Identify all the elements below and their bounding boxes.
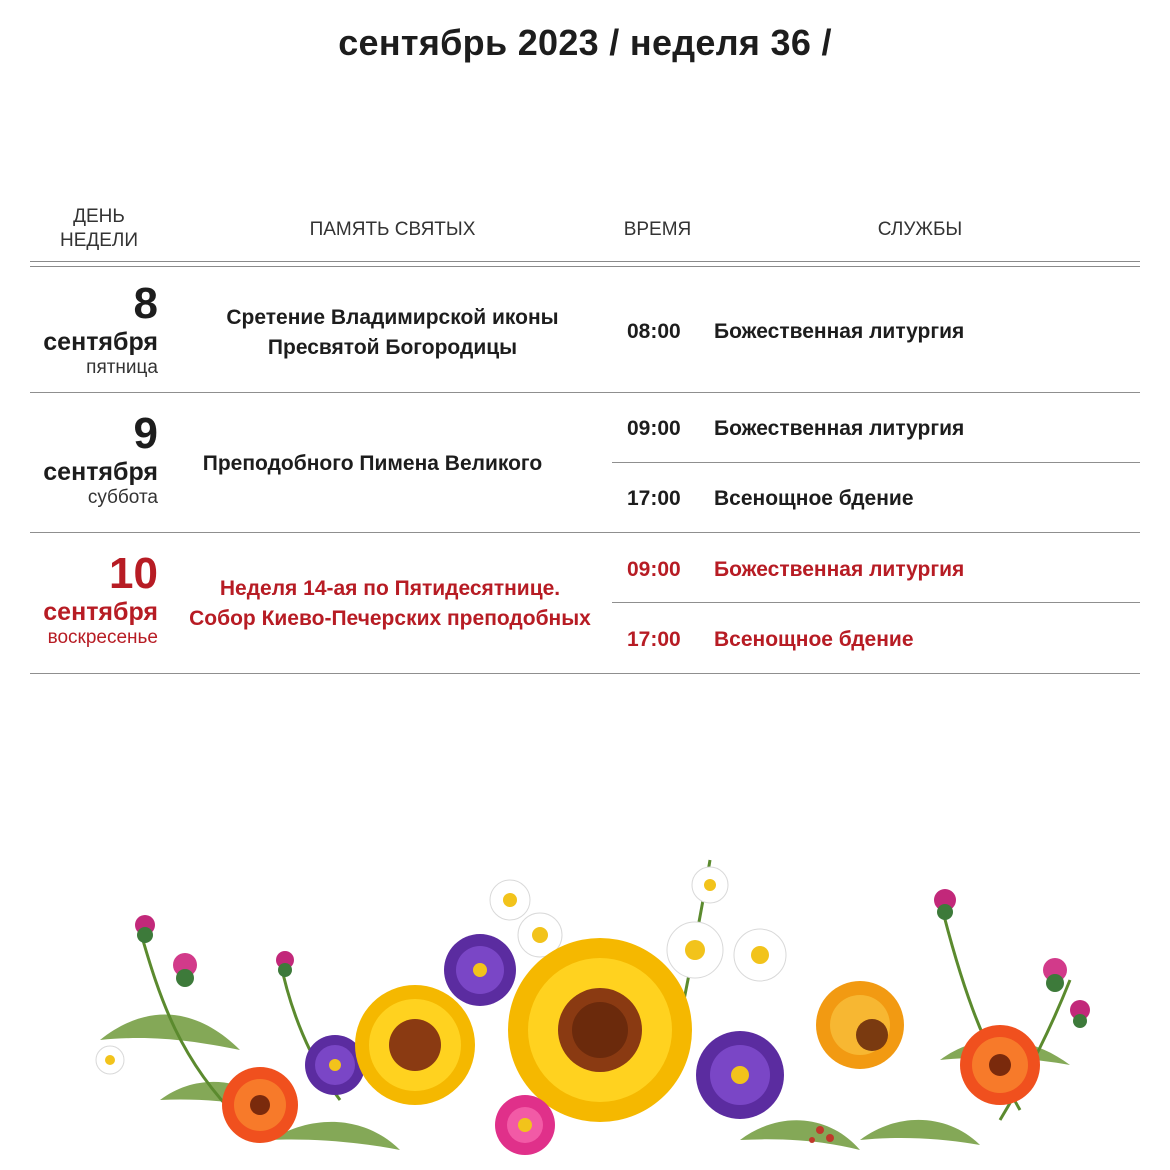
header-time: ВРЕМЯ: [623, 219, 692, 240]
service-time: 09:00: [627, 558, 681, 581]
service-time: 17:00: [627, 628, 681, 651]
service-divider: [612, 462, 1140, 463]
table-row-date: [20, 551, 158, 649]
service-time: 09:00: [627, 417, 681, 440]
page-title: сентябрь 2023 / неделя 36 /: [338, 22, 832, 63]
day-number: 8: [133, 279, 158, 328]
table-row-date: [20, 281, 158, 379]
header-day-line1: ДЕНЬ: [73, 206, 125, 227]
day-month: сентября: [43, 598, 158, 626]
day-month: сентября: [43, 328, 158, 356]
saint-commemoration: [170, 303, 615, 363]
saint-line: Пресвятой Богородицы: [267, 336, 518, 359]
service-name: Божественная литургия: [714, 558, 965, 581]
day-weekday: пятница: [86, 357, 158, 378]
service-time: 08:00: [627, 320, 681, 343]
service-entry: [627, 485, 1137, 513]
day-number: 9: [133, 409, 158, 458]
row-divider: [30, 392, 1140, 393]
floral-border-illustration: [40, 840, 1130, 1170]
service-entry: [627, 318, 1137, 346]
day-weekday: воскресенье: [47, 627, 158, 648]
saint-commemoration: [160, 574, 620, 634]
saint-line: Сретение Владимирской иконы: [226, 306, 559, 329]
day-weekday: суббота: [87, 487, 158, 508]
header-divider: [30, 261, 1140, 267]
service-name: Божественная литургия: [714, 417, 965, 440]
row-divider: [30, 532, 1140, 533]
service-time: 17:00: [627, 487, 681, 510]
service-name: Божественная литургия: [714, 320, 965, 343]
saint-line: Собор Киево-Печерских преподобных: [189, 607, 591, 630]
service-name: Всенощное бдение: [714, 487, 914, 510]
header-day-line2: НЕДЕЛИ: [59, 230, 139, 251]
saint-line: Преподобного Пимена Великого: [202, 452, 543, 475]
service-entry: [627, 415, 1137, 443]
service-entry: [627, 556, 1137, 584]
service-name: Всенощное бдение: [714, 628, 914, 651]
header-services: СЛУЖБЫ: [877, 219, 963, 240]
saint-commemoration: [150, 449, 595, 479]
service-entry: [627, 626, 1137, 654]
table-bottom-divider: [30, 673, 1140, 674]
day-number: 10: [109, 549, 158, 598]
day-month: сентября: [43, 458, 158, 486]
header-saints: ПАМЯТЬ СВЯТЫХ: [309, 219, 476, 240]
saint-line: Неделя 14-ая по Пятидесятнице.: [219, 577, 561, 600]
header-day-of-week: [40, 205, 158, 253]
table-row-date: [20, 411, 158, 509]
service-divider: [612, 602, 1140, 603]
